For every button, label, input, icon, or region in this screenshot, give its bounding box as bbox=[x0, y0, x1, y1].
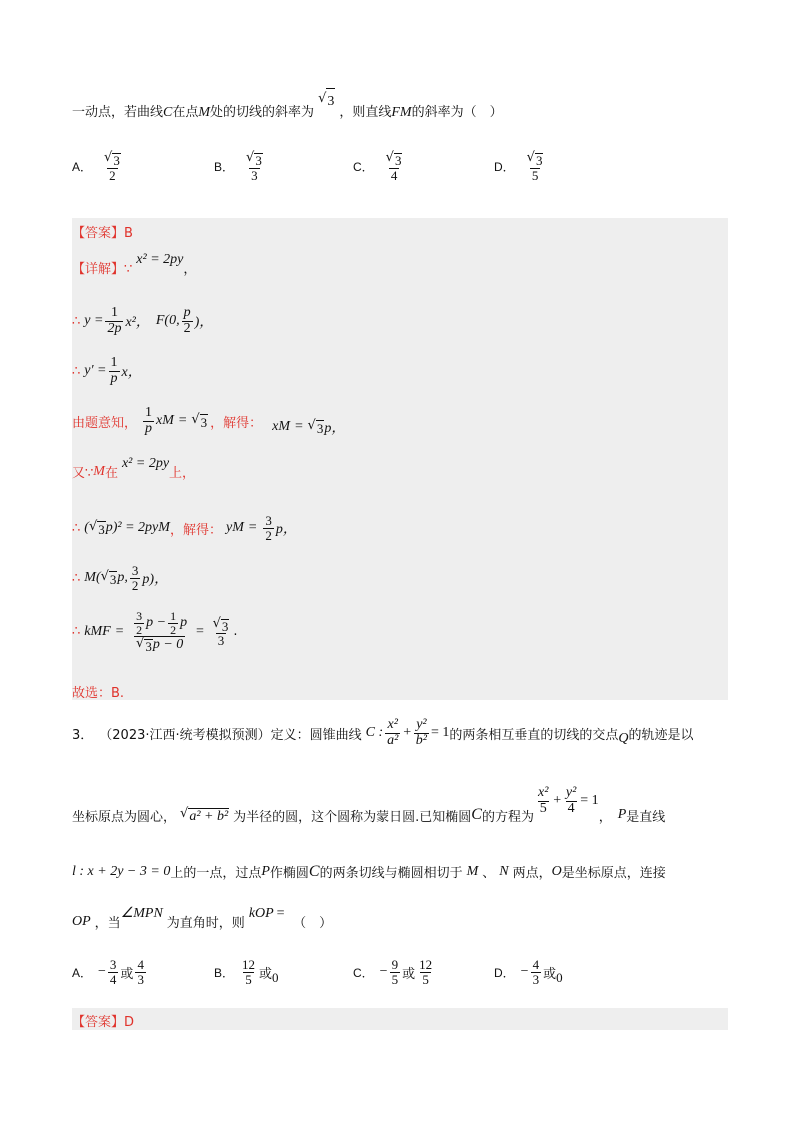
question-text: 的轨迹是以 bbox=[628, 727, 694, 743]
equation: . bbox=[233, 624, 238, 640]
therefore-symbol: ∴ bbox=[72, 624, 81, 640]
equation: = bbox=[195, 623, 205, 639]
q2-slope-sqrt: √ 3 bbox=[318, 91, 335, 106]
curve-c: C : bbox=[365, 725, 384, 741]
therefore-symbol: ∴ bbox=[72, 363, 81, 379]
q3-line-2: 坐标原点为圆心， √ a² + b² 为半径的圆，这个圆称为蒙日圆.已知椭圆 C 的方程为 $\frac{\text{x²}}{5}$ + $\frac{\text{y²}}{4}$ = 1 ， P 是直线 bbox=[72, 785, 666, 825]
equation: p， bbox=[275, 522, 297, 538]
question-text: 为直角时，则 bbox=[166, 916, 245, 931]
ellipse-c: C bbox=[471, 806, 482, 824]
question-text: 是坐标原点，连接 bbox=[561, 866, 666, 881]
fraction: √ 3 3 bbox=[212, 615, 229, 649]
detail-line-6 bbox=[72, 514, 297, 542]
option-label: A． bbox=[72, 965, 93, 980]
option-label: C． bbox=[353, 159, 374, 174]
equation: k bbox=[248, 905, 256, 921]
q3-answer-box bbox=[72, 1008, 728, 1030]
equation: k bbox=[84, 623, 91, 639]
equation: ( bbox=[84, 520, 89, 536]
subscript: MF bbox=[90, 623, 111, 639]
zero-value: 0 bbox=[556, 970, 563, 986]
segment-op: OP bbox=[72, 913, 91, 929]
or-text: 或 bbox=[543, 966, 557, 982]
question-text: 上的一点，过点 bbox=[170, 866, 262, 881]
equation: = bbox=[294, 419, 304, 435]
q2-stem-text: ，则直线 bbox=[339, 105, 392, 120]
option-fraction: √ 3 2 bbox=[104, 150, 120, 183]
ellipse-c: C bbox=[308, 862, 320, 880]
conclusion: 故选：B. bbox=[72, 686, 125, 701]
option-label: A． bbox=[72, 159, 93, 174]
or-text: 或 bbox=[120, 966, 134, 982]
detail-line-3 bbox=[72, 356, 142, 386]
fraction: $\frac{1}{p}$ bbox=[110, 355, 118, 386]
question-text: （2023·江西·统考模拟预测）定义：圆锥曲线 bbox=[99, 727, 362, 743]
equation: = bbox=[247, 520, 258, 536]
therefore-symbol: ∴ bbox=[72, 313, 81, 329]
q3-option-a[interactable] bbox=[72, 958, 148, 986]
sqrt: √ 3 bbox=[88, 518, 105, 537]
equation: p， bbox=[324, 421, 346, 437]
q2-option-b[interactable] bbox=[214, 150, 267, 182]
q2-point-m: M bbox=[198, 105, 211, 120]
line-l: l : x + 2y − 3 = 0 bbox=[72, 863, 171, 879]
operator: + bbox=[402, 725, 412, 741]
q2-option-d[interactable] bbox=[494, 150, 547, 182]
option-fraction: √ 3 3 bbox=[246, 150, 262, 183]
equation: = 1 bbox=[580, 793, 599, 809]
minus-sign: − bbox=[98, 964, 106, 980]
detail-line-2 bbox=[72, 306, 213, 336]
option-label: C． bbox=[353, 965, 374, 980]
equation: x² = 2py bbox=[136, 251, 184, 267]
question-text: 的两条切线与椭圆相切于 bbox=[319, 866, 463, 881]
q3-line-1 bbox=[72, 718, 694, 748]
subscript: M bbox=[158, 520, 170, 536]
q2-stem-text: 在点 bbox=[172, 105, 199, 120]
point-m: M bbox=[466, 863, 479, 879]
q3-option-d[interactable] bbox=[494, 958, 563, 986]
equation: = bbox=[177, 413, 188, 429]
fraction: $\frac{1}{p}$ bbox=[145, 405, 153, 436]
question-text: ，当 bbox=[94, 916, 121, 931]
fraction: $\frac{\text{x²}}{\text{a²}}$ bbox=[387, 717, 399, 748]
fraction: $\frac{3}{2}$ bbox=[131, 563, 139, 593]
equation: p, bbox=[117, 570, 128, 586]
q2-stem-text: 的斜率为（ ） bbox=[411, 105, 503, 120]
fraction: $\frac{12}{5}$ bbox=[242, 957, 256, 987]
option-label: D． bbox=[494, 965, 515, 980]
fraction: $\frac{9}{5}$ bbox=[391, 957, 399, 987]
point-n: N bbox=[499, 863, 509, 879]
detail-text: 上， bbox=[169, 466, 196, 481]
point-m: M bbox=[93, 463, 105, 479]
radius-sqrt: √ a² + b² bbox=[180, 805, 229, 824]
question-text: 的方程为 bbox=[481, 809, 534, 825]
fraction: $\frac{\text{y²}}{\text{b²}}$ bbox=[415, 717, 427, 748]
therefore-symbol: ∴ bbox=[72, 570, 81, 586]
therefore-symbol: ∴ bbox=[72, 520, 81, 536]
q2-stem bbox=[72, 91, 503, 129]
detail-label: 【详解】∵ bbox=[72, 262, 133, 277]
or-text: 或 bbox=[259, 966, 273, 982]
fraction: $\frac{\text{x²}}{5}$ bbox=[537, 785, 549, 816]
detail-text: 由题意知， bbox=[72, 415, 138, 431]
fraction: $\frac{3}{2}$ bbox=[265, 513, 272, 543]
equation: )， bbox=[194, 315, 214, 331]
detail-text: 又∵ bbox=[72, 466, 94, 481]
option-label: D． bbox=[494, 159, 515, 174]
focus-point: F(0, bbox=[155, 313, 180, 329]
minus-sign: − bbox=[379, 964, 388, 980]
q2-option-c[interactable] bbox=[353, 150, 406, 182]
or-text: 或 bbox=[402, 966, 416, 982]
equation: = bbox=[275, 905, 286, 921]
question-number: 3． bbox=[72, 727, 94, 743]
question-text: 是直线 bbox=[626, 809, 666, 825]
detail-text: ，解得： bbox=[210, 415, 263, 431]
fraction: $\frac{4}{3}$ bbox=[137, 957, 144, 987]
equation: x bbox=[272, 419, 279, 435]
detail-line-4 bbox=[72, 406, 345, 436]
sqrt: √ 3 bbox=[100, 568, 117, 587]
q3-answer-label: 【答案】D bbox=[72, 1015, 135, 1030]
equation: p)² = 2py bbox=[105, 520, 159, 536]
question-text: 、 bbox=[482, 866, 496, 881]
question-text: ， bbox=[598, 809, 612, 825]
subscript: M bbox=[278, 419, 291, 435]
option-fraction: √ 3 5 bbox=[526, 150, 543, 183]
point-o: O bbox=[551, 863, 562, 879]
q2-stem-text: 一动点，若曲线 bbox=[72, 105, 164, 120]
q2-line-fm: FM bbox=[391, 105, 412, 120]
question-text: （ ） bbox=[293, 916, 333, 931]
equation: = bbox=[114, 623, 125, 639]
q3-option-c[interactable] bbox=[353, 958, 436, 986]
fraction: $\frac{3}{4}$ bbox=[109, 957, 117, 987]
zero-value: 0 bbox=[272, 970, 279, 986]
sqrt: √ 3 bbox=[191, 411, 208, 430]
equation: p)， bbox=[142, 572, 169, 588]
question-text: 作椭圆 bbox=[269, 866, 309, 881]
option-fraction: √ 3 4 bbox=[385, 150, 402, 183]
fraction: $\frac{p}{2}$ bbox=[183, 305, 191, 336]
fraction: $\frac{4}{3}$ bbox=[532, 957, 540, 987]
fraction: $\frac{12}{5}$ bbox=[419, 957, 433, 987]
detail-line-7 bbox=[72, 564, 168, 592]
answer-label: 【答案】B bbox=[72, 226, 133, 241]
q2-curve-c: C bbox=[163, 105, 173, 120]
equation: x²， bbox=[125, 315, 150, 331]
equation: x， bbox=[121, 365, 142, 381]
option-label: B． bbox=[214, 159, 235, 174]
subscript: OP bbox=[255, 905, 274, 921]
subscript: M bbox=[232, 520, 244, 536]
equation: M( bbox=[84, 570, 101, 586]
point-p: P bbox=[261, 863, 270, 879]
point-p: P bbox=[617, 807, 627, 823]
question-text: 为半径的圆，这个圆称为蒙日圆.已知椭圆 bbox=[233, 809, 472, 825]
detail-text: 在 bbox=[104, 466, 118, 481]
equation: y′ = bbox=[84, 363, 107, 379]
fraction: $\frac{\text{y²}}{4}$ bbox=[565, 785, 577, 816]
minus-sign: − bbox=[520, 964, 529, 980]
q2-option-a[interactable] bbox=[72, 150, 125, 182]
option-label: B． bbox=[214, 965, 235, 980]
detail-line-1: 【详解】∵ x² = 2py ， bbox=[72, 251, 197, 277]
question-text: 两点， bbox=[512, 866, 552, 881]
equation: = 1 bbox=[431, 725, 450, 741]
fraction: $\frac{1}{2p}$ bbox=[107, 305, 122, 336]
question-text: 坐标原点为圆心， bbox=[72, 809, 177, 825]
angle-mpn: ∠MPN bbox=[120, 906, 163, 921]
equation: y bbox=[225, 520, 233, 536]
q3-line-4 bbox=[72, 905, 333, 931]
equation: x bbox=[156, 413, 163, 429]
q2-stem-text: 处的切线的斜率为 bbox=[210, 105, 315, 120]
detail-line-8 bbox=[72, 610, 238, 654]
q3-line-3 bbox=[72, 862, 666, 881]
subscript: M bbox=[162, 413, 174, 429]
equation: x² = 2py bbox=[121, 455, 170, 471]
detail-line-5 bbox=[72, 455, 196, 481]
q3-option-b[interactable] bbox=[214, 958, 279, 986]
question-text: 的两条相互垂直的切线的交点 bbox=[449, 727, 619, 743]
detail-text: ，解得： bbox=[169, 522, 222, 538]
point-q: Q bbox=[618, 731, 629, 747]
sqrt: √ 3 bbox=[307, 417, 324, 436]
slope-fraction: $\frac{3}{2}$ p − $\frac{1}{2}$ p √ 3 p − 0 bbox=[136, 609, 188, 655]
equation: y = bbox=[84, 313, 104, 329]
